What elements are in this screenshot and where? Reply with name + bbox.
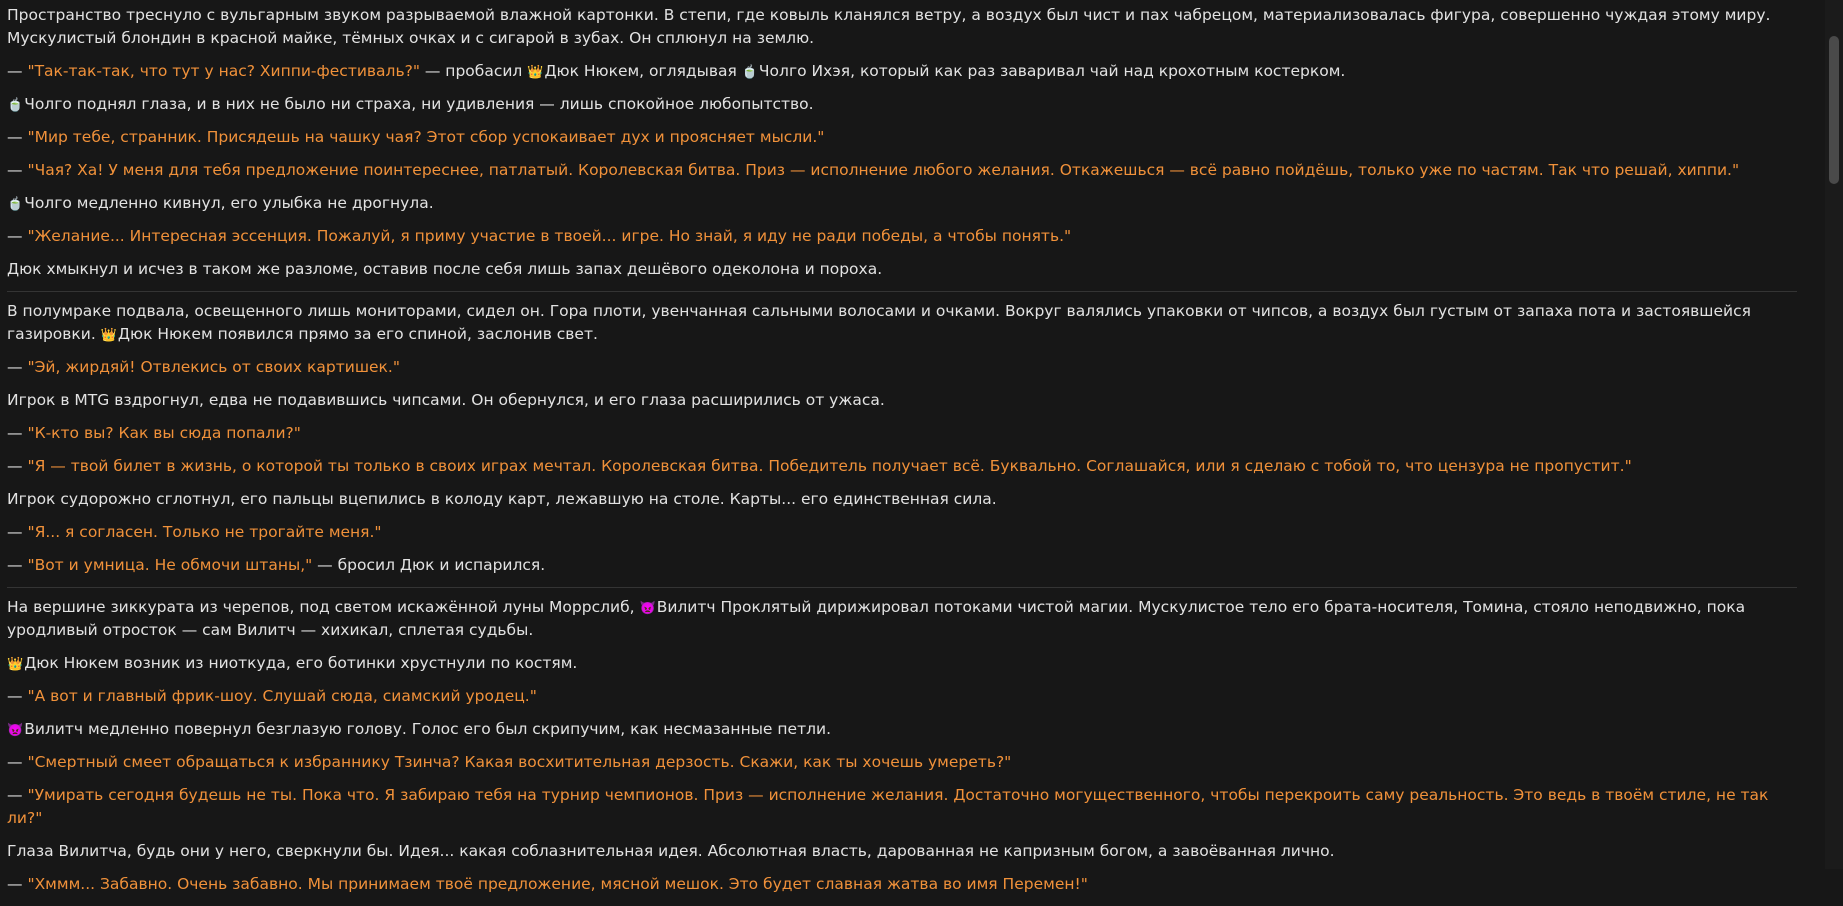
dialogue-line: — "Я — твой билет в жизнь, о которой ты только в своих играх мечтал. Королевская битва. Победитель получает всё. Буквально. Соглашайся, или я сделаю с тобой то, что цензура не пропустит." — [7, 457, 1632, 475]
quote-text: "К-кто вы? Как вы сюда попали?" — [27, 424, 301, 442]
dialogue-line: — "Желание... Интересная эссенция. Пожалуй, я приму участие в твоей... игре. Но знай, я иду не ради победы, а чтобы понять." — [7, 227, 1072, 245]
quote-text: "Мир тебе, странник. Присядешь на чашку чая? Этот сбор успокаивает дух и проясняет мысли." — [27, 128, 825, 146]
paragraph-text: Пространство треснуло с вульгарным звуком разрываемой влажной картонки. В степи, где ковыль кланялся ветру, а воздух был чист и пах чабрецом, материализовалась фигура, совершенно чуждая этому миру. Мускулистый блондин в красной майке, тёмных очках и с сигарой в зубах. Он сплюнул на землю. — [7, 6, 1771, 47]
dialogue-line: — "Я... я согласен. Только не трогайте меня." — [7, 523, 382, 541]
paragraph: Игрок судорожно сглотнул, его пальцы вцепились в колоду карт, лежавшую на столе. Карты... его единственная сила. — [7, 490, 997, 508]
dialogue-line: — "Хммм... Забавно. Очень забавно. Мы принимаем твоё предложение, мясной мешок. Это будет славная жатва во имя Перемен!" — [7, 875, 1088, 893]
dialogue-line: — "А вот и главный фрик-шоу. Слушай сюда, сиамский уродец." — [7, 687, 537, 705]
quote-text: "Я — твой билет в жизнь, о которой ты только в своих играх мечтал. Королевская битва. Победитель получает всё. Буквально. Соглашайся, или я сделаю с тобой то, что цензура не пропустит." — [27, 457, 1632, 475]
section-divider — [7, 291, 1797, 292]
quote-text: "Умирать сегодня будешь не ты. Пока что. Я забираю тебя на турнир чемпионов. Приз — исполнение желания. Достаточно могущественного, чтобы перекроить саму реальность. Это ведь в твоём стиле, не так ли?" — [7, 786, 1769, 827]
demon-icon: 👿 — [7, 723, 24, 738]
paragraph: На вершине зиккурата из черепов, под светом искажённой луны Моррслиб, 👿Вилитч Проклятый дирижировал потоками чистой магии. Мускулистое тело его брата-носителя, Томина, стояло неподвижно, пока уродливый отросток — сам Вилитч — хихикал, сплетая судьбы. — [7, 598, 1746, 639]
dialogue-line: — "К-кто вы? Как вы сюда попали?" — [7, 424, 301, 442]
tea-icon: 🍵 — [7, 98, 24, 113]
quote-text: "Смертный смеет обращаться к избраннику Тзинча? Какая восхитительная дерзость. Скажи, как ты хочешь умереть?" — [27, 753, 1012, 771]
quote-text: "Хммм... Забавно. Очень забавно. Мы принимаем твоё предложение, мясной мешок. Это будет славная жатва во имя Перемен!" — [27, 875, 1088, 893]
quote-text: "Желание... Интересная эссенция. Пожалуй, я приму участие в твоей... игре. Но знай, я иду не ради победы, а чтобы понять." — [27, 227, 1072, 245]
paragraph: 👿Вилитч медленно повернул безглазую голову. Голос его был скрипучим, как несмазанные петли. — [7, 720, 832, 738]
scrollbar-track[interactable] — [1825, 0, 1843, 869]
paragraph: Дюк хмыкнул и исчез в таком же разломе, оставив после себя лишь запах дешёвого одеколона и пороха. — [7, 260, 883, 278]
dialogue-line: — "Мир тебе, странник. Присядешь на чашку чая? Этот сбор успокаивает дух и проясняет мысли." — [7, 128, 825, 146]
scrollbar-thumb[interactable] — [1829, 36, 1839, 184]
quote-text: "Так-так-так, что тут у нас? Хиппи-фестиваль?" — [27, 62, 420, 80]
paragraph: 👑Дюк Нюкем возник из ниоткуда, его ботинки хрустнули по костям. — [7, 654, 578, 672]
dialogue-line: — "Умирать сегодня будешь не ты. Пока что. Я забираю тебя на турнир чемпионов. Приз — исполнение желания. Достаточно могущественного, чтобы перекроить саму реальность. Это ведь в твоём стиле, не так ли?" — [7, 786, 1769, 827]
tea-icon: 🍵 — [741, 65, 758, 80]
crown-icon: 👑 — [527, 65, 544, 80]
section-divider — [7, 587, 1797, 588]
paragraph: 🍵Чолго медленно кивнул, его улыбка не дрогнула. — [7, 194, 434, 212]
quote-text: "А вот и главный фрик-шоу. Слушай сюда, сиамский уродец." — [27, 687, 537, 705]
crown-icon: 👑 — [7, 657, 24, 672]
quote-text: "Вот и умница. Не обмочи штаны," — [27, 556, 313, 574]
quote-text: "Чая? Ха! У меня для тебя предложение поинтереснее, патлатый. Королевская битва. Приз — исполнение любого желания. Откажешься — всё равно пойдёшь, только уже по частям. Так что решай, хиппи." — [27, 161, 1740, 179]
crown-icon: 👑 — [100, 328, 117, 343]
paragraph: Глаза Вилитча, будь они у него, сверкнули бы. Идея... какая соблазнительная идея. Абсолютная власть, дарованная не капризным богом, а завоёванная лично. — [7, 842, 1335, 860]
paragraph: Игрок в MTG вздрогнул, едва не подавившись чипсами. Он обернулся, и его глаза расширились от ужаса. — [7, 391, 885, 409]
dialogue-line: — "Вот и умница. Не обмочи штаны," — бросил Дюк и испарился. — [7, 556, 546, 574]
dialogue-line: — "Так-так-так, что тут у нас? Хиппи-фестиваль?" — пробасил 👑Дюк Нюкем, оглядывая 🍵Чолго Ихэя, который как раз заваривал чай над крохотным костерком. — [7, 62, 1346, 80]
paragraph — [7, 4, 1797, 50]
demon-icon: 👿 — [639, 601, 656, 616]
quote-text: "Я... я согласен. Только не трогайте меня." — [27, 523, 382, 541]
dialogue-line: — "Чая? Ха! У меня для тебя предложение поинтереснее, патлатый. Королевская битва. Приз — исполнение любого желания. Откажешься — всё равно пойдёшь, только уже по частям. Так что решай, хиппи." — [7, 161, 1740, 179]
story-content — [7, 4, 1797, 906]
dialogue-line: — "Смертный смеет обращаться к избраннику Тзинча? Какая восхитительная дерзость. Скажи, как ты хочешь умереть?" — [7, 753, 1012, 771]
paragraph: 🍵Чолго поднял глаза, и в них не было ни страха, ни удивления — лишь спокойное любопытство. — [7, 95, 814, 113]
dialogue-line: — "Эй, жирдяй! Отвлекись от своих картишек." — [7, 358, 400, 376]
quote-text: "Эй, жирдяй! Отвлекись от своих картишек." — [27, 358, 400, 376]
tea-icon: 🍵 — [7, 197, 24, 212]
paragraph: В полумраке подвала, освещенного лишь мониторами, сидел он. Гора плоти, увенчанная сальными волосами и очками. Вокруг валялись упаковки от чипсов, а воздух был густым от запаха пота и застоявшейся газировки. 👑Дюк Нюкем появился прямо за его спиной, заслонив свет. — [7, 302, 1751, 343]
